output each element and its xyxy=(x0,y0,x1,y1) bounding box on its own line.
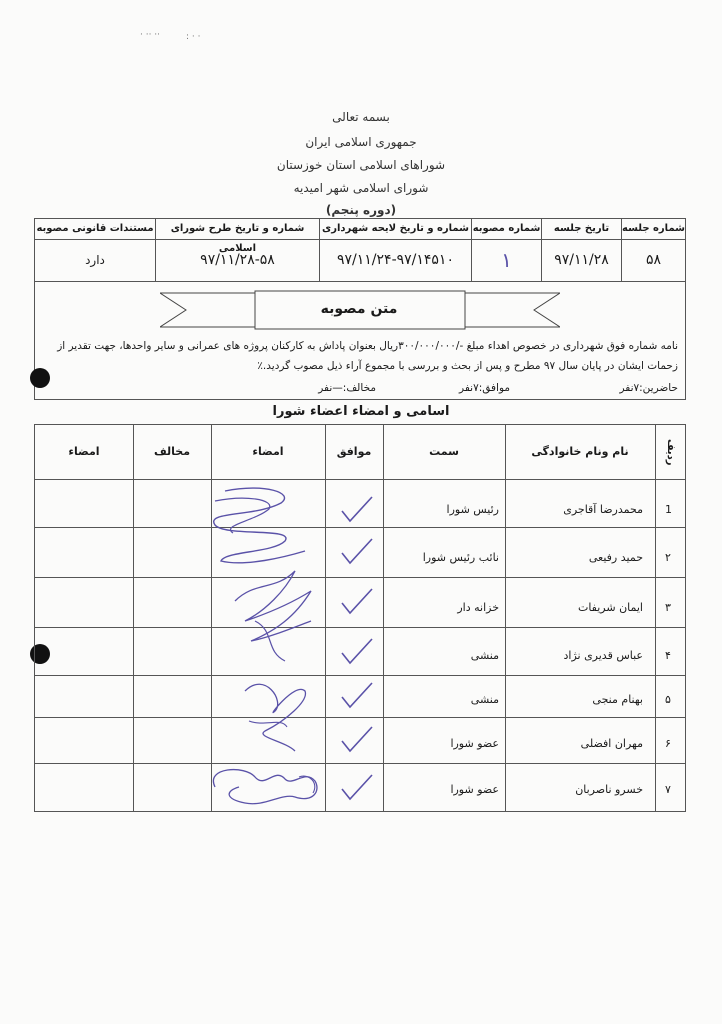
header-row-number: ردیف xyxy=(665,438,676,466)
agree-check-icon xyxy=(340,537,374,565)
member-position: منشی xyxy=(470,649,499,662)
col-divider xyxy=(133,425,134,811)
row-divider xyxy=(35,675,685,676)
agree-check-icon xyxy=(340,681,374,709)
approval-title: متن مصوبه xyxy=(320,301,398,317)
row-divider xyxy=(35,527,685,528)
member-position: خزانه دار xyxy=(457,601,499,614)
session-value: دارد xyxy=(85,253,105,267)
approval-text xyxy=(42,336,678,376)
present-count: حاضرین:٧نفر xyxy=(619,382,678,394)
agree-check-icon xyxy=(340,773,374,801)
member-position: نائب رئیس شورا xyxy=(422,551,499,564)
members-table xyxy=(34,424,686,812)
header-line-1: جمهوری اسلامی ایران xyxy=(305,135,417,149)
agree-check-icon xyxy=(340,725,374,753)
col-divider xyxy=(505,425,506,811)
header-line-2: شوراهای اسلامی استان خوزستان xyxy=(276,158,446,172)
row-divider xyxy=(35,577,685,578)
signature-4 xyxy=(195,757,335,817)
member-name: مهران افضلی xyxy=(580,737,643,750)
member-name: بهنام منجی xyxy=(592,693,643,706)
member-name: ایمان شریفات xyxy=(577,601,643,614)
header-oppose: مخالف xyxy=(153,445,191,458)
row-divider xyxy=(35,627,685,628)
row-divider xyxy=(35,479,685,480)
member-name: محمدرضا آقاجری xyxy=(563,503,643,516)
oppose-count: مخالف:—نفر xyxy=(318,382,376,394)
session-value: ۱ xyxy=(501,248,512,272)
member-position: منشی xyxy=(470,693,499,706)
row-divider xyxy=(35,717,685,718)
header-sign-2: امضاء xyxy=(68,445,100,458)
signature-2 xyxy=(215,561,325,671)
signature-1 xyxy=(185,481,315,571)
punch-hole xyxy=(30,368,50,388)
col-divider xyxy=(655,425,656,811)
session-header: تاریخ جلسه xyxy=(542,219,621,240)
members-title: اسامی و امضاء اعضاء شورا xyxy=(272,404,450,419)
member-name: عباس قدیری نژاد xyxy=(563,649,643,662)
approval-text-line-1: نامه شماره فوق شهرداری در خصوص اهداء مبلغ -/۳۰۰/۰۰۰/۰۰۰ریال بعنوان پاداش به کارکنان پروژه های عمرانی و سایر واحدها، جهت تقدیر از xyxy=(57,340,678,352)
header-agree: موافق xyxy=(336,445,372,458)
row-number: 1 xyxy=(665,503,672,516)
agree-check-icon xyxy=(340,587,374,615)
session-value: ۵۸ xyxy=(645,252,662,268)
session-value: ۹۷/۱۱/۲۸ xyxy=(554,252,609,268)
header-line-3: شورای اسلامی شهر امیدیه xyxy=(293,181,429,195)
session-col-plan xyxy=(155,219,319,281)
session-header: شماره مصوبه xyxy=(472,219,541,240)
row-number: ۲ xyxy=(665,551,671,564)
scan-specks: : · ⋅ xyxy=(186,32,201,42)
header-position: سمت xyxy=(429,445,459,458)
session-header: شماره جلسه xyxy=(622,219,685,240)
signature-3 xyxy=(225,661,325,761)
scan-specks: · ⋅⋅ ·· xyxy=(140,30,161,40)
session-table xyxy=(34,218,686,282)
header-sign: امضاء xyxy=(252,445,284,458)
col-divider xyxy=(325,425,326,811)
agree-count: موافق:٧نفر xyxy=(459,382,510,394)
row-divider xyxy=(35,763,685,764)
session-value: ۹۷/۱۱/۲۸-۵۸ xyxy=(200,252,275,268)
session-col-number xyxy=(621,219,685,281)
row-number: ۴ xyxy=(665,649,671,662)
session-col-approval-number xyxy=(471,219,541,281)
row-number: ۶ xyxy=(665,737,671,750)
session-header: مستندات قانونی مصوبه xyxy=(35,219,155,240)
member-position: عضو شورا xyxy=(450,783,499,796)
agree-check-icon xyxy=(340,495,374,523)
member-name: حمید رفیعی xyxy=(588,551,643,564)
agree-check-icon xyxy=(340,637,374,665)
col-divider xyxy=(383,425,384,811)
row-number: ۷ xyxy=(665,783,671,796)
member-position: رئیس شورا xyxy=(446,503,499,516)
approval-text-line-2: زحمات ایشان در پایان سال ۹۷ مطرح و پس از بحث و بررسی با مجموع آراء ذیل مصوب گردید.٪ xyxy=(257,360,678,372)
member-name: خسرو ناصربان xyxy=(575,783,643,796)
row-number: ۵ xyxy=(665,693,671,706)
session-header: شماره و تاریخ لایحه شهرداری xyxy=(320,219,471,240)
session-value: ۹۷/۱۱/۲۴-۹۷/۱۴۵۱۰ xyxy=(337,252,454,268)
session-header: شماره و تاریخ طرح شورای اسلامی xyxy=(156,219,319,240)
period-label: (دوره پنجم) xyxy=(325,203,397,217)
session-col-legal xyxy=(35,219,155,281)
session-col-bill xyxy=(319,219,471,281)
member-position: عضو شورا xyxy=(450,737,499,750)
header-name: نام ونام خانوادگی xyxy=(531,445,629,458)
session-col-date xyxy=(541,219,621,281)
basmala: بسمه تعالی xyxy=(332,110,390,124)
row-number: ۳ xyxy=(665,601,671,614)
